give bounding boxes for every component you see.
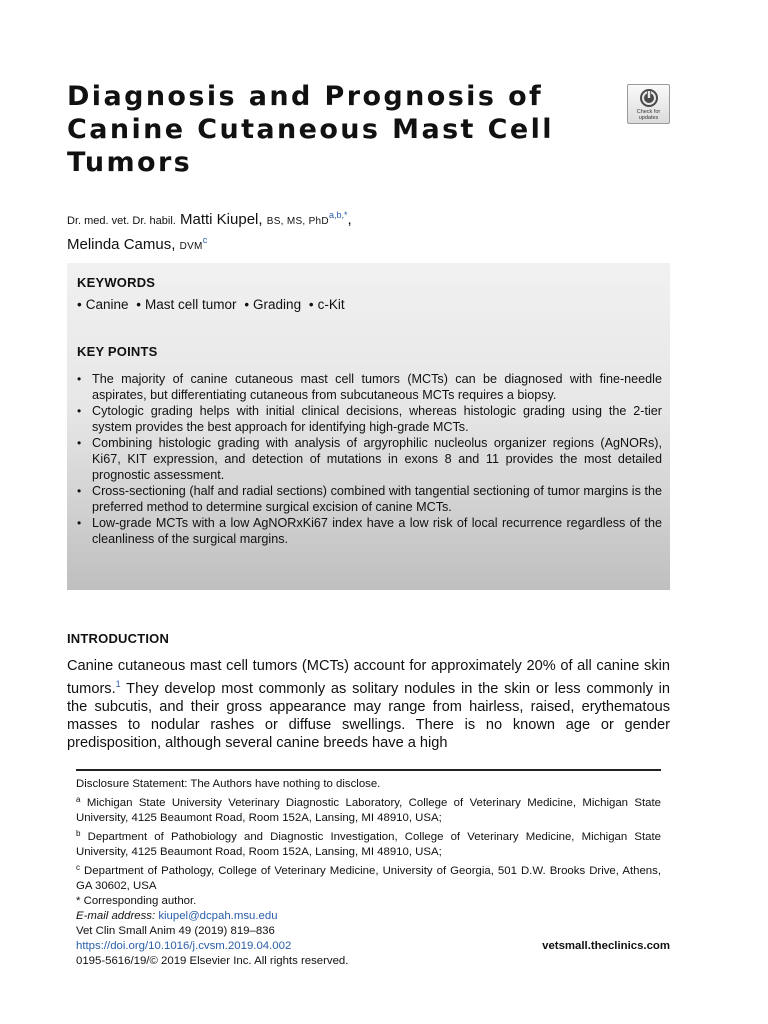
email-label: E-mail address: (76, 910, 156, 922)
author-1-degrees: BS, MS, PhD (266, 216, 329, 227)
key-points-list (77, 371, 662, 547)
article-title: Diagnosis and Prognosis of Canine Cutaneous Mast Cell Tumors (67, 81, 554, 178)
footnotes (76, 777, 661, 924)
reference-link[interactable]: 1 (115, 679, 121, 689)
keyword-item: Mast cell tumor (145, 297, 237, 312)
corresponding-author-note: * Corresponding author. (76, 895, 197, 907)
check-for-updates-badge[interactable] (627, 84, 670, 124)
author-line-2 (67, 231, 687, 256)
affiliation-c (76, 860, 661, 894)
keyword-item: c-Kit (317, 297, 345, 312)
copyright-line: 0195-5616/19/© 2019 Elsevier Inc. All rights reserved. (76, 955, 349, 967)
author-1-affiliation-marks[interactable]: a,b,* (328, 210, 348, 220)
introduction-heading: INTRODUCTION (67, 631, 170, 646)
bullet-icon: • (77, 297, 82, 312)
check-for-updates-icon (638, 88, 660, 108)
affiliation-b (76, 826, 661, 860)
key-point-item: • Cross-sectioning (half and radial sections) combined with tangential sectioning of tumor margins is the preferred method to determine surgical excision of canine MCTs. (77, 483, 662, 515)
disclosure-statement: Disclosure Statement: The Authors have nothing to disclose. (76, 778, 381, 790)
keyword-item: Grading (253, 297, 302, 312)
affiliation-mark: c (76, 863, 80, 872)
key-point-item: • Cytologic grading helps with initial clinical decisions, whereas histologic grading using the 2-tier system provides the best approach for identifying high-grade MCTs. (77, 403, 662, 435)
author-2-name: Melinda Camus, (67, 236, 176, 253)
bullet-icon: • (308, 297, 314, 312)
bullet-icon: • (136, 297, 142, 312)
author-line-1 (67, 206, 687, 231)
intro-text-rest: They develop most commonly as solitary nodules in the skin or less commonly in the subcutis, and their gross appearance may range from hairless, raised, erythematous masses to nodular rashes or diffuse swellings. There is no known age or gender predisposition, although several canine breeds have a high (67, 681, 670, 751)
affiliation-mark: b (76, 829, 81, 838)
affiliation-text: Michigan State University Veterinary Diagnostic Laboratory, College of Veterinary Medicine, Michigan State University, 4125 Beaumont Road, Room 152A, Lansing, MI 48910, USA; (76, 797, 661, 824)
keywords-list (77, 297, 349, 312)
key-point-item: • The majority of canine cutaneous mast cell tumors (MCTs) can be diagnosed with fine-needle aspirates, but differentiating cutaneous from subcutaneous MCTs requires a biopsy. (77, 371, 662, 403)
author-2-affiliation-mark[interactable]: c (202, 235, 208, 245)
author-list (67, 206, 687, 256)
author-1-name: Matti Kiupel, (180, 211, 263, 228)
key-point-item: • Combining histologic grading with analysis of argyrophilic nucleolus organizer regions (AgNORs), Ki67, KIT expression, and detection of mutations in exons 8 and 11 provides the most detailed prognostic assessment. (77, 435, 662, 483)
key-point-item: • Low-grade MCTs with a low AgNORxKi67 index have a low risk of local recurrence regardless of the cleanliness of the surgical margins. (77, 515, 662, 547)
keywords-keypoints-box (67, 263, 670, 590)
affiliation-mark: a (76, 795, 81, 804)
bullet-icon: • (244, 297, 250, 312)
keyword-item: Canine (85, 297, 129, 312)
doi-link[interactable]: https://doi.org/10.1016/j.cvsm.2019.04.002 (76, 940, 292, 952)
affiliation-a (76, 792, 661, 826)
author-1-comma: , (347, 211, 352, 228)
author-2-degrees: DVM (179, 241, 203, 252)
email-link[interactable]: kiupel@dcpah.msu.edu (158, 910, 278, 922)
affiliation-text: Department of Pathology, College of Veterinary Medicine, University of Georgia, 501 D.W. Brooks Drive, Athens, GA 30602, USA (76, 865, 661, 892)
badge-label: Check for updates (636, 109, 661, 121)
introduction-paragraph (67, 657, 670, 752)
affiliation-text: Department of Pathobiology and Diagnostic Investigation, College of Veterinary Medicine, Michigan State University, 4125 Beaumont Road, Room 152A, Lansing, MI 48910, USA; (76, 831, 661, 858)
key-points-heading: KEY POINTS (77, 344, 158, 359)
footnote-divider (76, 769, 661, 771)
citation-block (76, 924, 670, 969)
journal-website[interactable]: vetsmall.theclinics.com (542, 940, 670, 952)
keywords-heading: KEYWORDS (77, 275, 156, 290)
intro-text-start: Canine cutaneous mast cell tumors (MCTs) account for approximately 20% of all canine skin tumors. (67, 658, 670, 697)
journal-citation: Vet Clin Small Anim 49 (2019) 819–836 (76, 925, 275, 937)
email-line (76, 909, 661, 924)
author-1-prefix: Dr. med. vet. Dr. habil. (67, 215, 176, 227)
